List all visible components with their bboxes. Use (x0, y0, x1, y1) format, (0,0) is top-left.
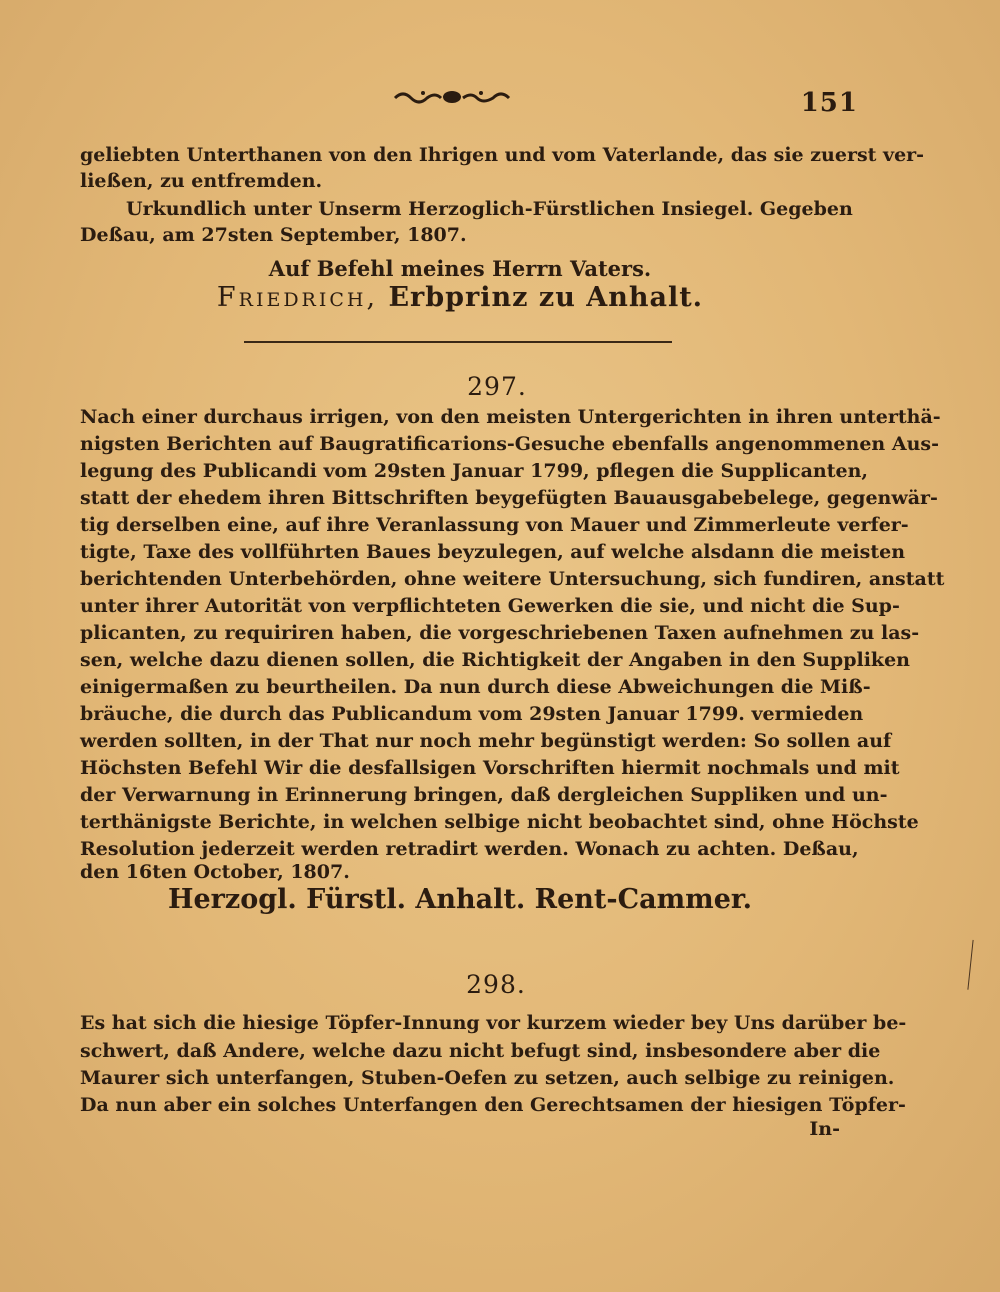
text-line: einigermaßen zu beurtheilen. Da nun durch diese Abweichungen die Miß- (80, 676, 871, 698)
text-line: tig derselben eine, auf ihre Veranlassung von Mauer und Zimmerleute verfer- (80, 514, 909, 536)
text-line: Maurer sich unterfangen, Stuben-Oefen zu setzen, auch selbige zu reinigen. (80, 1067, 895, 1089)
printers-ornament-icon (393, 86, 511, 106)
text-line: plicanten, zu requiriren haben, die vorgeschriebenen Taxen aufnehmen zu las- (80, 622, 920, 644)
text-line: ließen, zu entfremden. (80, 170, 323, 192)
text-line: statt der ehedem ihren Bittschriften beygefügten Bauausgabebelege, gegenwär- (80, 487, 938, 509)
text-line: den 16ten October, 1807. (80, 861, 350, 883)
decree-number: 298. (466, 970, 526, 999)
text-line: berichtenden Unterbehörden, ohne weitere Untersuchung, sich fundiren, anstatt (80, 568, 945, 590)
text-line: Deßau, am 27sten September, 1807. (80, 224, 467, 246)
signatory-name: Friedrich, (216, 282, 379, 313)
text-line: der Verwarnung in Erinnerung bringen, daß dergleichen Suppliken und un- (80, 784, 888, 806)
text-line: sen, welche dazu dienen sollen, die Richtigkeit der Angaben in den Suppliken (80, 649, 910, 671)
text-line: geliebten Unterthanen von den Ihrigen und vom Vaterlande, das sie zuerst ver- (80, 144, 925, 166)
text-line: Es hat sich die hiesige Töpfer-Innung vor kurzem wieder bey Uns darüber be- (80, 1012, 907, 1034)
text-line: legung des Publicandi vom 29sten Januar 1799, pflegen die Supplicanten, (80, 460, 868, 482)
signatory-title: Erbprinz zu Anhalt. (388, 282, 704, 313)
text-line: tigte, Taxe des vollführten Baues beyzulegen, auf welche alsdann die meisten (80, 541, 906, 563)
catchword: In- (809, 1118, 840, 1140)
decree-number: 297. (467, 372, 527, 401)
text-line: bräuche, die durch das Publicandum vom 29sten Januar 1799. vermieden (80, 703, 864, 725)
section-divider (244, 341, 672, 343)
text-line: Urkundlich unter Unserm Herzoglich-Fürstlichen Insiegel. Gegeben (126, 198, 853, 220)
text-line: werden sollten, in der That nur noch mehr begünstigt werden: So sollen auf (80, 730, 892, 752)
issuing-authority: Herzogl. Fürstl. Anhalt. Rent-Cammer. (167, 884, 753, 915)
text-line: Da nun aber ein solches Unterfangen den Gerechtsamen der hiesigen Töpfer- (80, 1094, 906, 1116)
text-line: nigsten Berichten auf Baugratificaтions-Gesuche ebenfalls angenommenen Aus- (80, 433, 939, 455)
text-line: Höchsten Befehl Wir die desfallsigen Vorschriften hiermit nochmals und mit (80, 757, 900, 779)
signature-line (80, 282, 840, 313)
text-line: unter ihrer Autorität von verpflichteten Gewerken die sie, und nicht die Sup- (80, 595, 900, 617)
text-line: terthänigste Berichte, in welchen selbige nicht beobachtet sind, ohne Höchste (80, 811, 919, 833)
text-line: Nach einer durchaus irrigen, von den meisten Untergerichten in ihren unterthä- (80, 406, 941, 428)
text-line: schwert, daß Andere, welche dazu nicht befugt sind, insbesondere aber die (80, 1040, 881, 1062)
command-line: Auf Befehl meines Herrn Vaters. (268, 256, 652, 281)
page-number: 151 (800, 88, 858, 118)
text-line: Resolution jederzeit werden retradirt werden. Wonach zu achten. Deßau, (80, 838, 859, 860)
